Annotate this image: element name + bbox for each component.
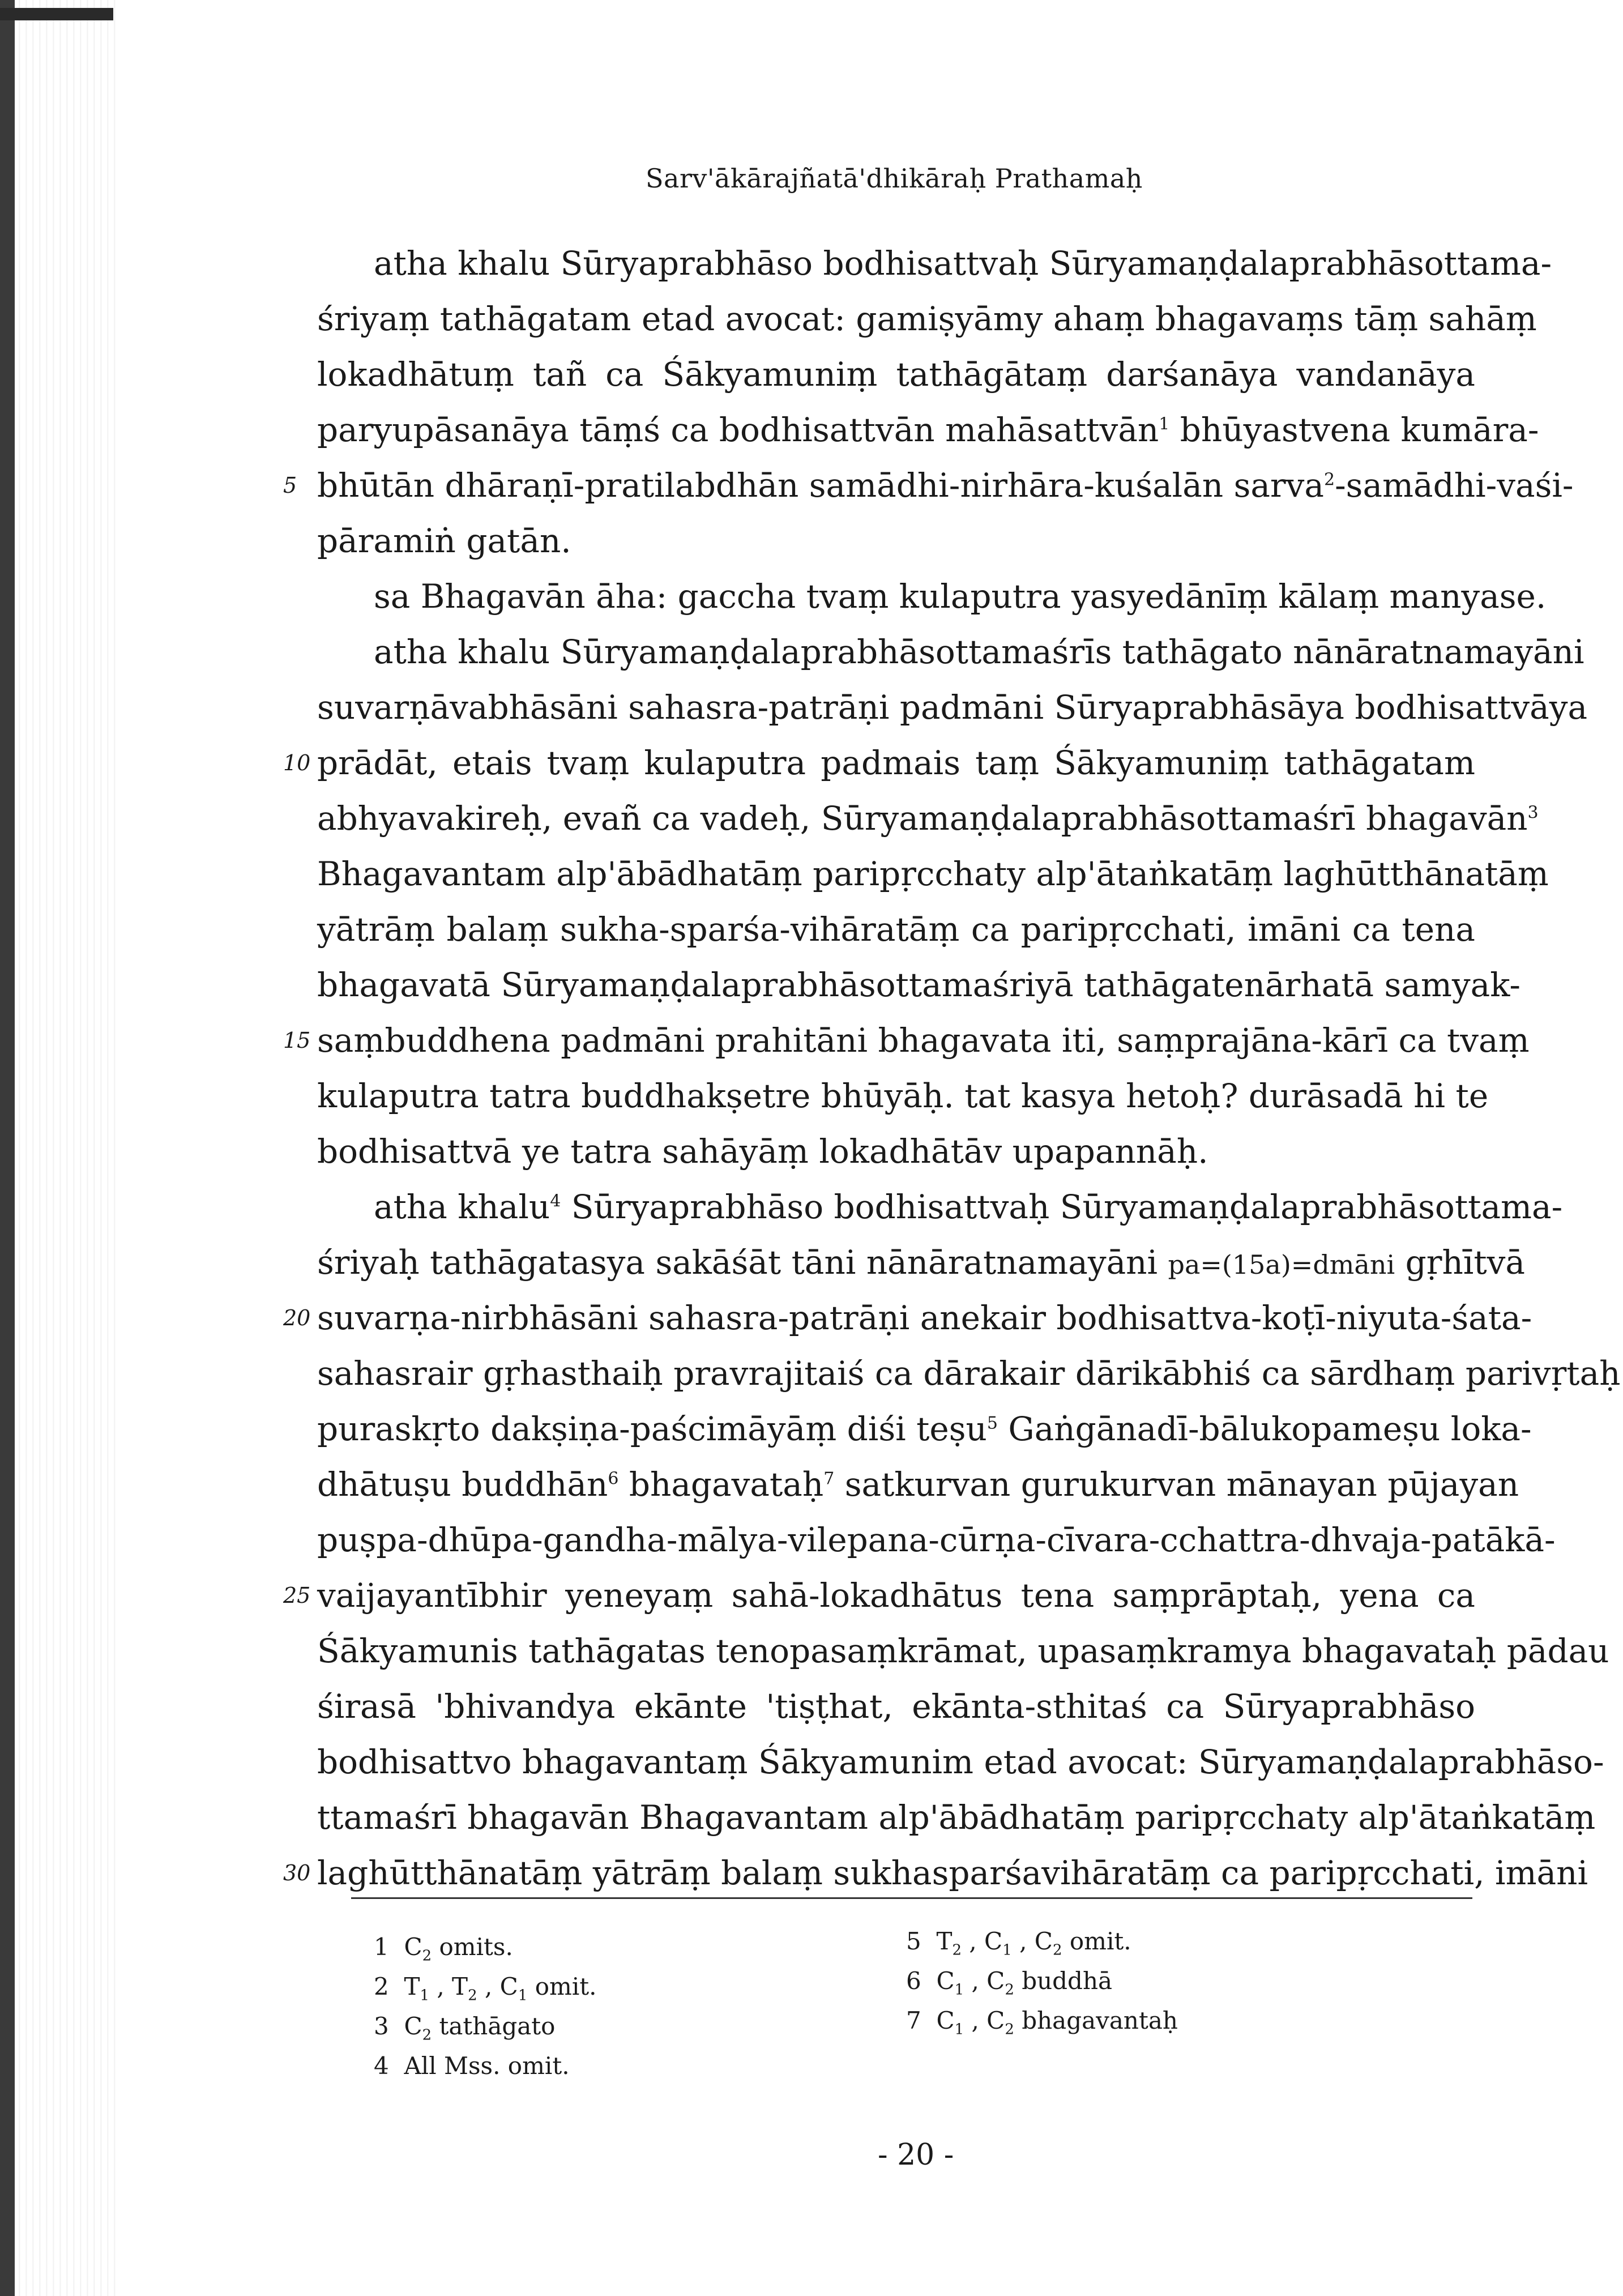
text-line-27: śirasā 'bhivandya ekānte 'tiṣṭhat, ekānta-sthitaś ca Sūryaprabhāso — [317, 1687, 1475, 1726]
footnote-rule — [351, 1897, 1472, 1899]
footnote-3: 3 $C_2$ tathāgato — [374, 2012, 556, 2044]
footnote-7: 7 $C_1$ , $C_2$ bhagavantaḥ — [906, 2007, 1178, 2038]
text-line-30: laghūtthānatāṃ yātrāṃ balaṃ sukhasparśavihāratāṃ ca paripṛcchati, imāni — [317, 1854, 1588, 1892]
text-line-2: śriyaṃ tathāgatam etad avocat: gamiṣyāmy ahaṃ bhagavaṃs tāṃ sahāṃ — [317, 300, 1537, 338]
line-number-5: 5 — [283, 473, 297, 498]
footnote-4: 4 All Mss. omit. — [374, 2052, 570, 2080]
footnote-2: 2 $T_1$ , $T_2$ , $C_1$ omit. — [374, 1973, 597, 2004]
footnote-1: 1 $C_2$ omits. — [374, 1933, 513, 1965]
scan-dark-border — [0, 0, 15, 2296]
footnote-ref-5: 5 — [986, 1413, 998, 1433]
text-line-14: bhagavatā Sūryamaṇḍalaprabhāsottamaśriyā tathāgatenārhatā samyak- — [317, 966, 1521, 1004]
footnote-5: 5 $T_2$ , $C_1$ , $C_2$ omit. — [906, 1927, 1131, 1959]
text-line-7: sa Bhagavān āha: gaccha tvaṃ kulaputra yasyedānīṃ kālaṃ manyase. — [374, 577, 1547, 616]
text-line-20: suvarṇa-nirbhāsāni sahasra-patrāṇi anekair bodhisattva-koṭī-niyuta-śata- — [317, 1299, 1532, 1337]
text-line-26: Śākyamunis tathāgatas tenopasaṃkrāmat, upasaṃkramya bhagavataḥ pādau — [317, 1632, 1609, 1670]
line-number-20: 20 — [283, 1305, 311, 1330]
text-line-17: bodhisattvā ye tatra sahāyāṃ lokadhātāv upapannāḥ. — [317, 1132, 1208, 1171]
footnote-ref-2: 2 — [1323, 470, 1335, 490]
text-line-18: atha khalu$^4$ Sūryaprabhāso bodhisattvaḥ Sūryamaṇḍalaprabhāsottama- — [374, 1188, 1563, 1226]
text-line-16: kulaputra tatra buddhakṣetre bhūyāḥ. tat kasya hetoḥ? durāsadā hi te — [317, 1077, 1489, 1115]
text-line-19: śriyaḥ tathāgatasya sakāśāt tāni nānāratnamayāni pa=(15a)=dmāni gṛhītvā — [317, 1243, 1526, 1282]
text-line-4: paryupāsanāya tāṃś ca bodhisattvān mahāsattvān$^1$ bhūyastvena kumāra- — [317, 411, 1539, 449]
text-line-10: prādāt, etais tvaṃ kulaputra padmais taṃ Śākyamuniṃ tathāgatam — [317, 744, 1475, 782]
scan-binding-edge — [0, 0, 119, 2296]
page-number: - 20 - — [878, 2138, 954, 2172]
footnote-ref-3: 3 — [1527, 803, 1539, 823]
text-line-25: vaijayantībhir yeneyaṃ sahā-lokadhātus tena saṃprāptaḥ, yena ca — [317, 1576, 1475, 1615]
text-line-22: puraskṛto dakṣiṇa-paścimāyāṃ diśi teṣu$^5$ Gaṅgānadī-bālukopameṣu loka- — [317, 1410, 1532, 1448]
footnote-ref-4: 4 — [550, 1191, 561, 1211]
text-line-24: puṣpa-dhūpa-gandha-mālya-vilepana-cūrṇa-cīvara-cchattra-dhvaja-patākā- — [317, 1521, 1556, 1559]
folio-marker: pa=(15a)=dmāni — [1168, 1249, 1395, 1280]
text-line-13: yātrāṃ balaṃ sukha-sparśa-vihāratāṃ ca paripṛcchati, imāni ca tena — [317, 910, 1475, 949]
text-line-23: dhātuṣu buddhān$^6$ bhagavataḥ$^7$ satkurvan gurukurvan mānayan pūjayan — [317, 1465, 1519, 1504]
text-line-21: sahasrair gṛhasthaiḥ pravrajitaiś ca dārakair dārikābhiś ca sārdhaṃ parivṛtaḥ — [317, 1354, 1621, 1393]
line-number-25: 25 — [283, 1583, 311, 1608]
text-line-11: abhyavakireḥ, evañ ca vadeḥ, Sūryamaṇḍalaprabhāsottamaśrī bhagavān$^3$ — [317, 799, 1539, 838]
running-header: Sarv'ākārajñatā'dhikāraḥ Prathamaḥ — [646, 163, 1143, 194]
text-line-9: suvarṇāvabhāsāni sahasra-patrāṇi padmāni Sūryaprabhāsāya bodhisattvāya — [317, 688, 1588, 727]
line-number-15: 15 — [283, 1028, 311, 1053]
footnote-ref-6: 6 — [608, 1469, 619, 1489]
scan-top-border — [0, 8, 113, 20]
footnote-ref-1: 1 — [1159, 414, 1170, 434]
text-line-28: bodhisattvo bhagavantaṃ Śākyamunim etad avocat: Sūryamaṇḍalaprabhāso- — [317, 1743, 1604, 1781]
text-line-8: atha khalu Sūryamaṇḍalaprabhāsottamaśrīs tathāgato nānāratnamayāni — [374, 633, 1584, 671]
footnote-6: 6 $C_1$ , $C_2$ buddhā — [906, 1967, 1113, 1999]
text-line-15: saṃbuddhena padmāni prahitāni bhagavata iti, saṃprajāna-kārī ca tvaṃ — [317, 1021, 1530, 1060]
text-line-6: pāramiṅ gatān. — [317, 522, 571, 560]
text-line-29: ttamaśrī bhagavān Bhagavantam alp'ābādhatāṃ paripṛcchaty alp'ātaṅkatāṃ — [317, 1798, 1596, 1837]
text-line-12: Bhagavantam alp'ābādhatāṃ paripṛcchaty alp'ātaṅkatāṃ laghūtthānatāṃ — [317, 855, 1549, 893]
line-number-30: 30 — [283, 1860, 311, 1885]
text-line-1: atha khalu Sūryaprabhāso bodhisattvaḥ Sūryamaṇḍalaprabhāsottama- — [374, 244, 1552, 283]
footnote-ref-7: 7 — [823, 1469, 835, 1489]
line-number-10: 10 — [283, 750, 311, 775]
text-line-3: lokadhātuṃ tañ ca Śākyamuniṃ tathāgātaṃ darśanāya vandanāya — [317, 355, 1475, 394]
text-line-5: bhūtān dhāraṇī-pratilabdhān samādhi-nirhāra-kuśalān sarva$^2$-samādhi-vaśi- — [317, 466, 1574, 505]
